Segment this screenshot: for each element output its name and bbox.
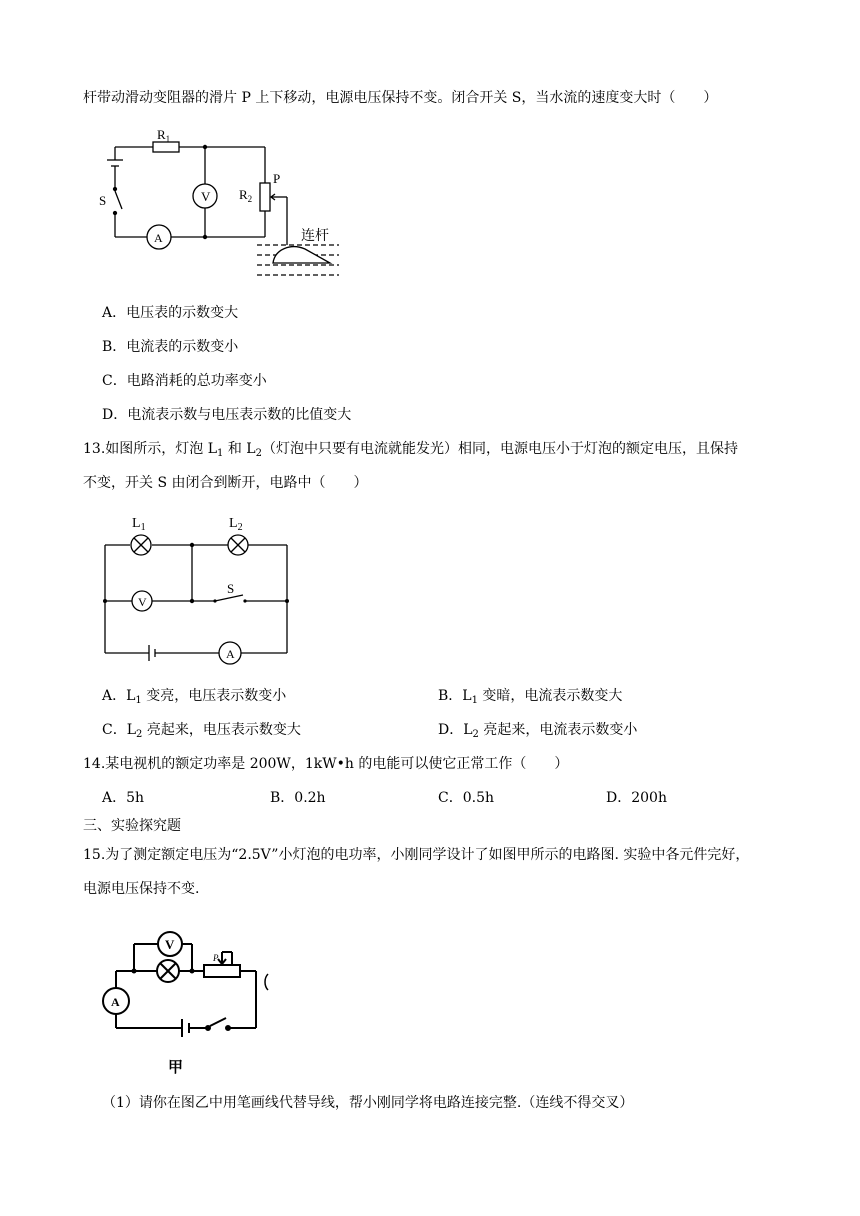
ammeter-symbol: A	[226, 647, 235, 661]
q12-option-b: B．电流表的示数变小	[102, 339, 239, 355]
q12-r2-label: $R_2$	[239, 187, 253, 204]
q14-stem: 14.某电视机的额定功率是 200W，1kW•h 的电能可以使它正常工作（ ）	[83, 756, 569, 772]
q13-stem-line2: 不变，开关 S 由闭合到断开，电路中（ ）	[83, 475, 368, 491]
q15-stem-line2: 电源电压保持不变.	[83, 881, 200, 897]
ammeter-symbol: A	[111, 995, 120, 1009]
q12-option-c: C．电路消耗的总功率变小	[102, 373, 267, 389]
ammeter-symbol: A	[154, 231, 163, 245]
q15-circuit-figure	[100, 928, 275, 1078]
q13-option-d: D．$L_2$ 亮起来，电流表示数变小	[438, 722, 638, 740]
q12-option-d: D．电流表示数与电压表示数的比值变大	[102, 407, 352, 423]
q15-p-label: P	[213, 953, 219, 963]
section-heading: 三、实验探究题	[83, 818, 181, 834]
q15-subquestion-1: （1）请你在图乙中用笔画线代替导线，帮小刚同学将电路连接完整.（连线不得交叉）	[102, 1095, 634, 1111]
q12-p-label: P	[273, 171, 281, 186]
q14-option-b: B．0.2h	[270, 790, 326, 806]
q14-option-d: D．200h	[606, 790, 667, 806]
q12-circuit-figure	[95, 125, 355, 295]
q13-l1-label: $L_1$	[132, 516, 146, 533]
q12-option-a: A．电压表的示数变大	[102, 305, 239, 321]
q13-option-b: B．$L_1$ 变暗，电流表示数变大	[438, 688, 623, 706]
voltmeter-symbol: V	[138, 595, 147, 609]
q13-option-a: A．$L_1$ 变亮，电压表示数变小	[102, 688, 287, 706]
q12-stem-tail: 杆带动滑动变阻器的滑片 P 上下移动，电源电压保持不变。闭合开关 S，当水流的速度变大时（ ）	[83, 90, 718, 106]
voltmeter-symbol: V	[165, 937, 175, 952]
q13-l2-label: $L_2$	[229, 516, 243, 533]
q15-stem-line1: 15.为了测定额定电压为“2.5V”小灯泡的电功率，小刚同学设计了如图甲所示的电路图. 实验中各元件完好，	[83, 847, 750, 863]
voltmeter-symbol: V	[201, 189, 211, 204]
q14-option-a: A．5h	[102, 790, 145, 806]
q13-switch-label: S	[227, 581, 235, 596]
q12-switch-label: S	[99, 193, 107, 208]
q15-figure-caption: 甲	[168, 1058, 184, 1076]
q12-r1-label: $R_1$	[157, 127, 171, 144]
q12-rod-label: 连杆	[301, 228, 329, 244]
q13-stem-line1: 13.如图所示，灯泡 $L_1$ 和 $L_2$（灯泡中只要有电流就能发光）相同，电源电压小于灯泡的额定电压，且保持	[83, 441, 738, 459]
q13-option-c: C．$L_2$ 亮起来，电压表示数变大	[102, 722, 301, 740]
q14-option-c: C．0.5h	[438, 790, 494, 806]
q13-circuit-figure	[95, 505, 310, 670]
